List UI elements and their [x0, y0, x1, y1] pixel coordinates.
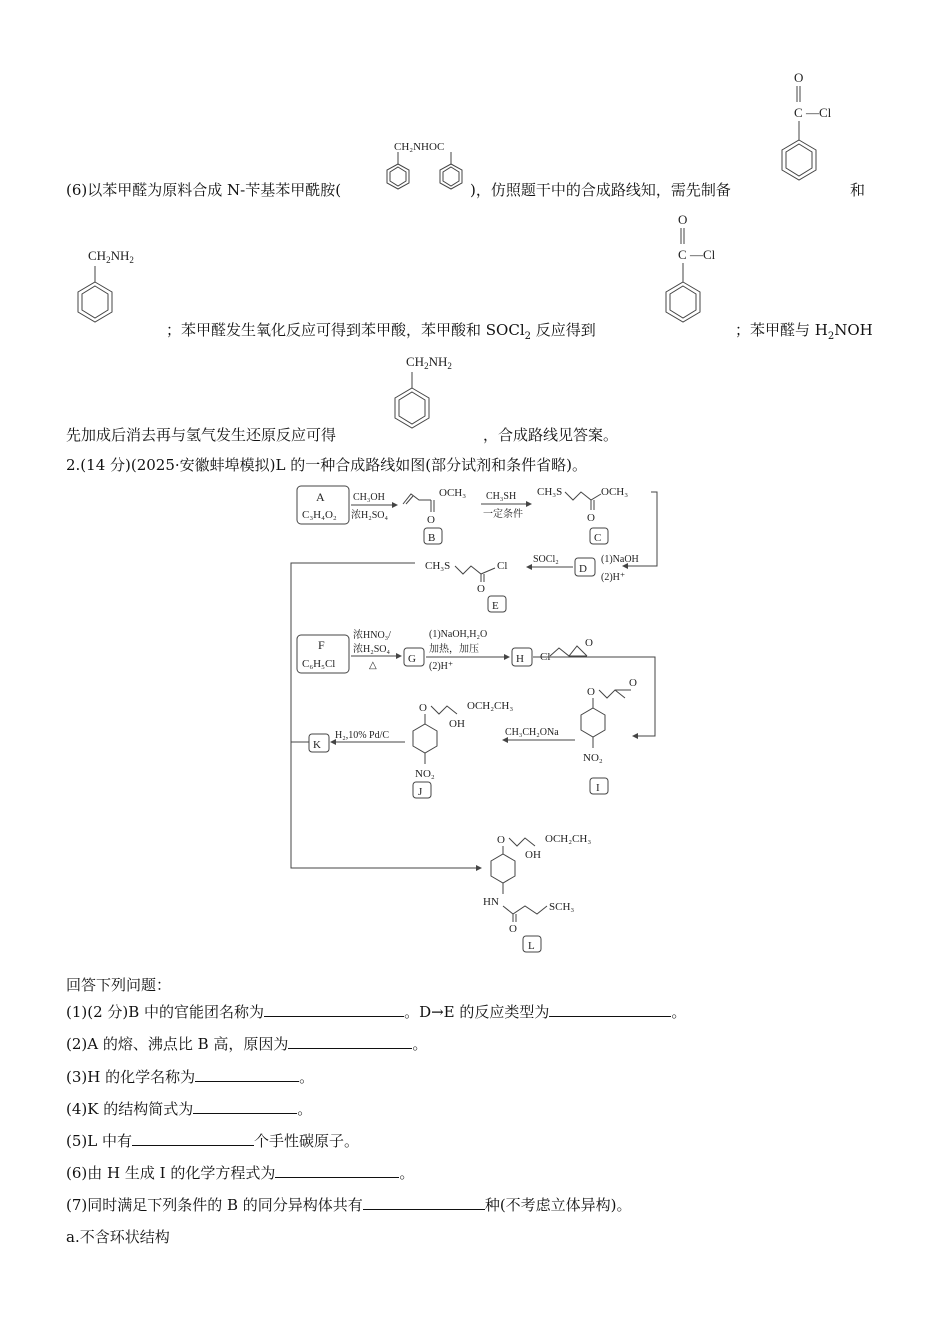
benzoyl-chloride-structure-1: [780, 68, 850, 192]
part6-line1-pre: (6)以苯甲醛为原料合成 N-苄基苯甲酰胺(: [66, 181, 342, 199]
svg-text:H₂,10% Pd/C: H₂,10% Pd/C: [335, 730, 390, 741]
part6-line3-a: 先加成后消去再与氢气发生还原反应可得: [66, 426, 337, 444]
part6-line3-b: ，合成路线见答案。: [483, 426, 619, 444]
question-1: (1)(2 分)B 中的官能团名称为 。D→E 的反应类型为 。: [66, 1003, 687, 1021]
target-label: CH₂NHOC: [394, 141, 445, 153]
svg-text:O: O: [587, 686, 595, 698]
svg-text:G: G: [408, 653, 416, 665]
svg-text:I: I: [596, 782, 600, 794]
question-4: (4)K 的结构简式为 。: [66, 1100, 313, 1118]
svg-text:OCH₂CH₃: OCH₂CH₃: [467, 700, 514, 712]
question-2: (2)A 的熔、沸点比 B 高，原因为 。: [66, 1035, 428, 1053]
svg-text:Cl: Cl: [497, 560, 508, 572]
svg-text:(2)H⁺: (2)H⁺: [429, 661, 454, 672]
question2-header: 2.(14 分)(2025·安徽蚌埠模拟)L 的一种合成路线如图(部分试剂和条件省略)。: [66, 456, 587, 474]
svg-text:OH: OH: [525, 849, 541, 861]
answer-blank-2[interactable]: [288, 1034, 412, 1049]
e-to-l-connector: [291, 563, 481, 868]
svg-text:CH₃S: CH₃S: [537, 486, 563, 498]
svg-text:O: O: [497, 834, 505, 846]
svg-text:(1)NaOH,H₂O: (1)NaOH,H₂O: [429, 629, 488, 640]
reagent-1-top: CH₃OH: [353, 492, 385, 503]
svg-text:CH2NH2: $CH_2NH_2$: [88, 248, 134, 265]
questions-intro: 回答下列问题：: [66, 976, 172, 994]
svg-text:E: E: [492, 600, 499, 612]
n-benzylbenzamide-structure: [378, 136, 474, 198]
svg-text:O: O: [585, 637, 593, 649]
compound-a-label: A: [316, 490, 325, 504]
svg-text:OCH₃: OCH₃: [439, 487, 467, 499]
answer-blank-7[interactable]: [363, 1195, 485, 1210]
part6-line1-and: 和: [850, 181, 866, 199]
svg-text:浓H₂SO₄: 浓H₂SO₄: [353, 644, 390, 655]
svg-text:H: H: [516, 653, 524, 665]
reagent-4-top: SOCl₂: [533, 554, 559, 565]
part6-line2-c: ；苯甲醛与 $H_2NOH$: [735, 321, 873, 342]
synthesis-scheme: [285, 480, 665, 960]
part6-line2-a: ；苯甲醛发生氧化反应可得到苯甲酸，苯甲酸和 SOCl$_2$ 反应得到: [166, 321, 596, 342]
question-7: (7)同时满足下列条件的 B 的同分异构体共有 种(不考虑立体异构)。: [66, 1196, 632, 1214]
reagent-2-bottom: 一定条件: [483, 509, 523, 520]
svg-text:—Cl: —Cl: [806, 105, 832, 120]
svg-text:O: O: [678, 212, 688, 227]
svg-text:O: O: [794, 70, 804, 85]
compound-a-formula: C₃H₄O₂: [302, 509, 337, 521]
question-5: (5)L 中有 个手性碳原子。: [66, 1132, 359, 1150]
svg-text:CH₃CH₂ONa: CH₃CH₂ONa: [505, 727, 559, 738]
svg-text:O: O: [427, 514, 435, 526]
svg-text:O: O: [629, 677, 637, 689]
question-3: (3)H 的化学名称为 。: [66, 1068, 315, 1086]
benzylamine-structure-2: [392, 350, 482, 440]
svg-text:F: F: [318, 638, 325, 652]
svg-text:J: J: [418, 786, 423, 798]
part6-line1: [66, 180, 341, 200]
svg-text:D: D: [579, 563, 587, 575]
answer-blank-1b[interactable]: [549, 1002, 671, 1017]
answer-blank-1a[interactable]: [264, 1002, 404, 1017]
svg-text:Cl: Cl: [540, 651, 551, 663]
svg-text:CH₃S: CH₃S: [425, 560, 451, 572]
svg-text:—Cl: —Cl: [690, 247, 716, 262]
svg-text:NO₂: NO₂: [583, 752, 603, 764]
svg-text:C: C: [678, 247, 687, 262]
reagent-3-top: (1)NaOH: [601, 554, 639, 565]
svg-text:O: O: [587, 512, 595, 524]
svg-text:O: O: [419, 702, 427, 714]
answer-blank-4[interactable]: [193, 1099, 297, 1114]
svg-text:加热，加压: 加热，加压: [429, 644, 479, 655]
svg-text:NO₂: NO₂: [415, 768, 435, 780]
svg-text:SCH₃: SCH₃: [549, 901, 575, 913]
reagent-2-top: CH₃SH: [486, 491, 517, 502]
svg-text:OH: OH: [449, 718, 465, 730]
svg-text:O: O: [477, 583, 485, 595]
svg-text:OCH₂CH₃: OCH₂CH₃: [545, 833, 592, 845]
question-6: (6)由 H 生成 I 的化学方程式为 。: [66, 1164, 415, 1182]
svg-text:OCH₃: OCH₃: [601, 486, 629, 498]
svg-text:C₆H₅Cl: C₆H₅Cl: [302, 658, 336, 670]
svg-text:K: K: [313, 739, 321, 751]
svg-text:浓HNO₃/: 浓HNO₃/: [353, 630, 391, 641]
svg-text:O: O: [509, 923, 517, 935]
benzoyl-chloride-structure-2: [664, 210, 734, 334]
answer-blank-3[interactable]: [195, 1067, 299, 1082]
svg-text:C: C: [594, 532, 602, 544]
svg-text:△: △: [369, 660, 377, 671]
condition-a: a.不含环状结构: [66, 1228, 170, 1246]
svg-text:HN: HN: [483, 896, 499, 908]
answer-blank-6[interactable]: [275, 1163, 399, 1178]
svg-text:C: C: [794, 105, 803, 120]
reagent-1-bottom: 浓H₂SO₄: [351, 510, 388, 521]
svg-text:B: B: [428, 532, 436, 544]
answer-blank-5[interactable]: [132, 1131, 254, 1146]
reagent-3-bottom: (2)H⁺: [601, 572, 626, 583]
svg-text:L: L: [528, 940, 535, 952]
benzylamine-structure-1: [70, 244, 160, 334]
svg-text:CH2NH2: $CH_2NH_2$: [406, 354, 452, 371]
part6-line1-post: )，仿照题干中的合成路线知，需先制备: [470, 181, 731, 199]
